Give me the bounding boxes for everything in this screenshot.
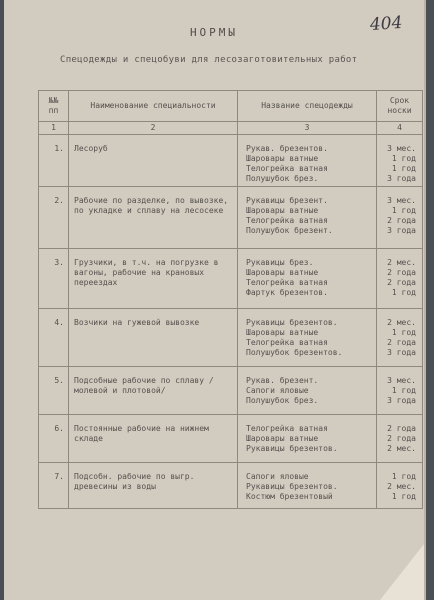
wear-term: 3 мес. (387, 196, 416, 205)
wear-term: 3 мес. (387, 144, 416, 153)
clothing-item: Телогрейка ватная (246, 216, 328, 225)
wear-term: 3 года (387, 396, 416, 405)
row-number: 6. (39, 415, 69, 463)
clothing-item: Полушубок брез. (246, 396, 319, 405)
clothing-item: Костюм брезентовый (246, 492, 333, 501)
column-number: 4 (377, 122, 423, 135)
clothing-list (238, 309, 377, 367)
wear-term: 1 год (391, 492, 416, 501)
page-number: 404 (368, 12, 403, 36)
specialty-name: Постоянные рабочие на нижнем складе (69, 415, 238, 463)
term-list (377, 135, 423, 187)
table-row (39, 249, 423, 309)
table-row (39, 367, 423, 415)
clothing-item: Полушубок брез. (246, 174, 319, 183)
clothing-item: Телогрейка ватная (246, 338, 328, 347)
term-list (377, 309, 423, 367)
clothing-item: Рукавицы брезентов. (246, 318, 338, 327)
term-list (377, 463, 423, 509)
clothing-item: Полушубок брезентов. (246, 348, 343, 357)
clothing-item: Рукав. брезентов. (246, 144, 328, 153)
clothing-item: Фартук брезентов. (246, 288, 328, 297)
wear-term: 1 год (391, 472, 416, 481)
term-list (377, 415, 423, 463)
specialty-name: Подсобные рабочие по сплаву /молевой и плотовой/ (69, 367, 238, 415)
table-row (39, 135, 423, 187)
clothing-list (238, 367, 377, 415)
clothing-item: Телогрейка ватная (246, 424, 328, 433)
clothing-item: Рукавицы брезентов. (246, 444, 338, 453)
clothing-item: Шаровары ватные (246, 268, 319, 277)
wear-term: 2 года (387, 338, 416, 347)
specialty-name: Грузчики, в т.ч. на погрузке в вагоны, рабочие на крановых переездах (69, 249, 238, 309)
document-subtitle: Спецодежды и спецобуви для лесозаготовительных работ (60, 55, 358, 65)
folded-corner (380, 544, 424, 600)
specialty-name: Возчики на гужевой вывозке (69, 309, 238, 367)
table-row (39, 187, 423, 249)
clothing-list (238, 463, 377, 509)
header-clothing: Название спецодежды (238, 91, 377, 122)
clothing-item: Рукавицы брезент. (246, 196, 328, 205)
clothing-item: Шаровары ватные (246, 154, 319, 163)
norms-table (38, 90, 423, 509)
row-number: 7. (39, 463, 69, 509)
specialty-name: Лесоруб (69, 135, 238, 187)
clothing-item: Рукавицы брез. (246, 258, 314, 267)
table-header-row (39, 91, 423, 122)
specialty-name: Подсобн. рабочие по выгр. древесины из воды (69, 463, 238, 509)
clothing-item: Сапоги яловые (246, 386, 309, 395)
column-number-row (39, 122, 423, 135)
clothing-list (238, 187, 377, 249)
wear-term: 2 мес. (387, 482, 416, 491)
wear-term: 3 года (387, 348, 416, 357)
clothing-item: Сапоги яловые (246, 472, 309, 481)
wear-term: 2 года (387, 216, 416, 225)
wear-term: 2 года (387, 434, 416, 443)
header-specialty: Наименование специальности (69, 91, 238, 122)
clothing-list (238, 415, 377, 463)
document-title: НОРМЫ (189, 26, 239, 39)
table-row (39, 463, 423, 509)
wear-term: 1 год (391, 206, 416, 215)
wear-term: 1 год (391, 288, 416, 297)
wear-term: 2 года (387, 278, 416, 287)
row-number: 4. (39, 309, 69, 367)
wear-term: 3 года (387, 226, 416, 235)
wear-term: 1 год (391, 328, 416, 337)
wear-term: 2 мес. (387, 444, 416, 453)
clothing-item: Телогрейка ватная (246, 278, 328, 287)
document-page (4, 0, 426, 600)
row-number: 1. (39, 135, 69, 187)
header-number: №№ пп (39, 91, 69, 122)
clothing-item: Рукавицы брезентов. (246, 482, 338, 491)
wear-term: 2 мес. (387, 318, 416, 327)
term-list (377, 249, 423, 309)
wear-term: 1 год (391, 386, 416, 395)
row-number: 3. (39, 249, 69, 309)
clothing-item: Телогрейка ватная (246, 164, 328, 173)
table-row (39, 415, 423, 463)
term-list (377, 367, 423, 415)
wear-term: 1 год (391, 164, 416, 173)
wear-term: 3 мес. (387, 376, 416, 385)
table-body (39, 135, 423, 509)
clothing-list (238, 249, 377, 309)
wear-term: 2 года (387, 268, 416, 277)
wear-term: 2 мес. (387, 258, 416, 267)
clothing-item: Рукав. брезент. (246, 376, 319, 385)
wear-term: 2 года (387, 424, 416, 433)
specialty-name: Рабочие по разделке, по вывозке, по укладке и сплаву на лесосеке (69, 187, 238, 249)
column-number: 2 (69, 122, 238, 135)
clothing-list (238, 135, 377, 187)
column-number: 1 (39, 122, 69, 135)
clothing-item: Полушубок брезент. (246, 226, 333, 235)
term-list (377, 187, 423, 249)
column-number: 3 (238, 122, 377, 135)
wear-term: 3 года (387, 174, 416, 183)
clothing-item: Шаровары ватные (246, 206, 319, 215)
clothing-item: Шаровары ватные (246, 434, 319, 443)
table-row (39, 309, 423, 367)
row-number: 2. (39, 187, 69, 249)
row-number: 5. (39, 367, 69, 415)
header-term: Срок носки (377, 91, 423, 122)
clothing-item: Шаровары ватные (246, 328, 319, 337)
wear-term: 1 год (391, 154, 416, 163)
